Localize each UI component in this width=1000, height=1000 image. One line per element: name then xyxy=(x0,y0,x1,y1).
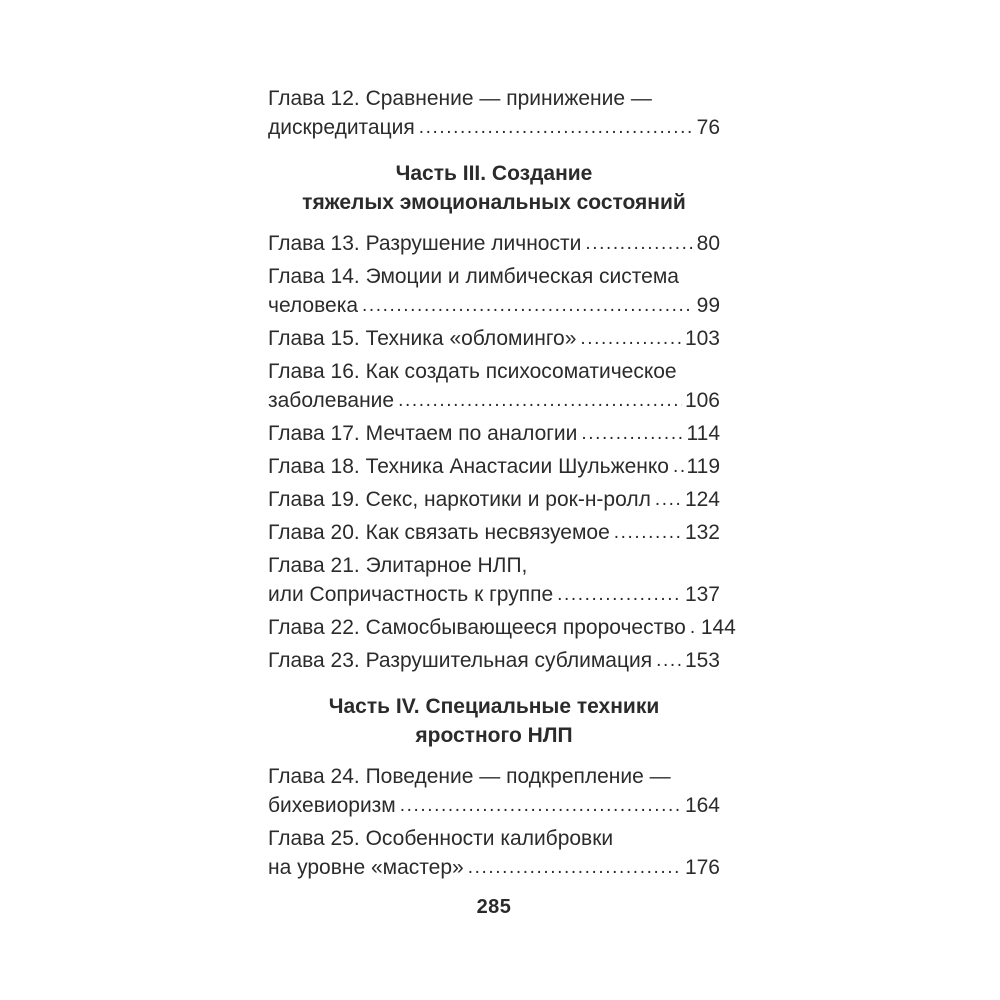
toc-entry xyxy=(268,84,720,143)
toc-entry xyxy=(268,357,720,416)
toc-entry xyxy=(268,613,736,643)
part-heading-line: Часть IV. Специальные техники xyxy=(328,695,660,718)
toc-entry xyxy=(268,262,720,321)
page-number: 132 xyxy=(684,521,720,544)
page-number: 99 xyxy=(696,294,720,317)
part-heading-line: Часть III. Создание xyxy=(395,162,593,185)
dot-leader xyxy=(398,385,682,415)
dot-leader xyxy=(400,790,682,820)
dot-leader xyxy=(581,418,683,448)
chapter-title-line: человека xyxy=(268,294,359,317)
dot-leader xyxy=(580,323,682,353)
chapter-title-line: Глава 21. Элитарное НЛП, xyxy=(268,554,528,577)
dot-leader xyxy=(673,451,684,481)
toc-entry xyxy=(268,324,720,354)
dot-leader xyxy=(468,852,682,882)
chapter-title-line: Глава 25. Особенности калибровки xyxy=(268,827,614,850)
chapter-title-line: Глава 14. Эмоции и лимбическая система xyxy=(268,265,679,288)
dot-leader xyxy=(655,484,682,514)
dot-leader xyxy=(656,645,682,675)
chapter-title-line: Глава 18. Техника Анастасии Шульженко xyxy=(268,455,669,478)
chapter-title-line: Глава 17. Мечтаем по аналогии xyxy=(268,422,578,445)
part-heading-line: яростного НЛП xyxy=(415,724,573,747)
dot-leader xyxy=(690,612,698,642)
page-number: 124 xyxy=(684,488,720,511)
page-number: 137 xyxy=(684,583,720,606)
toc-entry xyxy=(268,824,720,883)
part-heading-line: тяжелых эмоциональных состояний xyxy=(302,191,686,214)
page-number: 119 xyxy=(686,455,720,478)
part-heading xyxy=(268,159,720,217)
chapter-title-line: Глава 15. Техника «обломинго» xyxy=(268,327,577,350)
chapter-title-line: Глава 24. Поведение — подкрепление — xyxy=(268,765,671,788)
toc-entry xyxy=(268,762,720,821)
chapter-title-line: бихевиоризм xyxy=(268,794,396,817)
dot-leader xyxy=(419,112,694,142)
chapter-title-line: заболевание xyxy=(268,389,395,412)
chapter-title-line: Глава 12. Сравнение — принижение — xyxy=(268,87,652,110)
chapter-title-line: Глава 16. Как создать психосоматическое xyxy=(268,360,677,383)
page-number: 164 xyxy=(684,794,720,817)
dot-leader xyxy=(557,579,682,609)
toc-entry xyxy=(268,419,720,449)
dot-leader xyxy=(362,290,694,320)
footer-page-number: 285 xyxy=(476,896,512,918)
chapter-title-line: Глава 13. Разрушение личности xyxy=(268,232,582,255)
page-number: 114 xyxy=(686,422,720,445)
page-number: 76 xyxy=(696,116,720,139)
chapter-title-line: дискредитация xyxy=(268,116,415,139)
table-of-contents xyxy=(268,84,736,886)
page-number: 176 xyxy=(684,856,720,879)
chapter-title-line: Глава 20. Как связать несвязуемое xyxy=(268,521,610,544)
part-heading xyxy=(268,692,720,750)
dot-leader xyxy=(614,517,682,547)
page-number: 153 xyxy=(684,649,720,672)
toc-entry xyxy=(268,485,720,515)
chapter-title-line: Глава 23. Разрушительная сублимация xyxy=(268,649,653,672)
page-number: 144 xyxy=(700,616,736,639)
dot-leader xyxy=(585,228,693,258)
page-number: 106 xyxy=(684,389,720,412)
toc-entry xyxy=(268,518,720,548)
toc-entry xyxy=(268,646,720,676)
toc-entry xyxy=(268,551,720,610)
page-number: 103 xyxy=(684,327,720,350)
page-number: 80 xyxy=(696,232,720,255)
chapter-title-line: Глава 19. Секс, наркотики и рок-н-ролл xyxy=(268,488,651,511)
chapter-title-line: или Сопричастность к группе xyxy=(268,583,554,606)
toc-entry xyxy=(268,229,720,259)
chapter-title-line: Глава 22. Самосбывающееся пророчество xyxy=(268,616,686,639)
chapter-title-line: на уровне «мастер» xyxy=(268,856,464,879)
toc-entry xyxy=(268,452,720,482)
